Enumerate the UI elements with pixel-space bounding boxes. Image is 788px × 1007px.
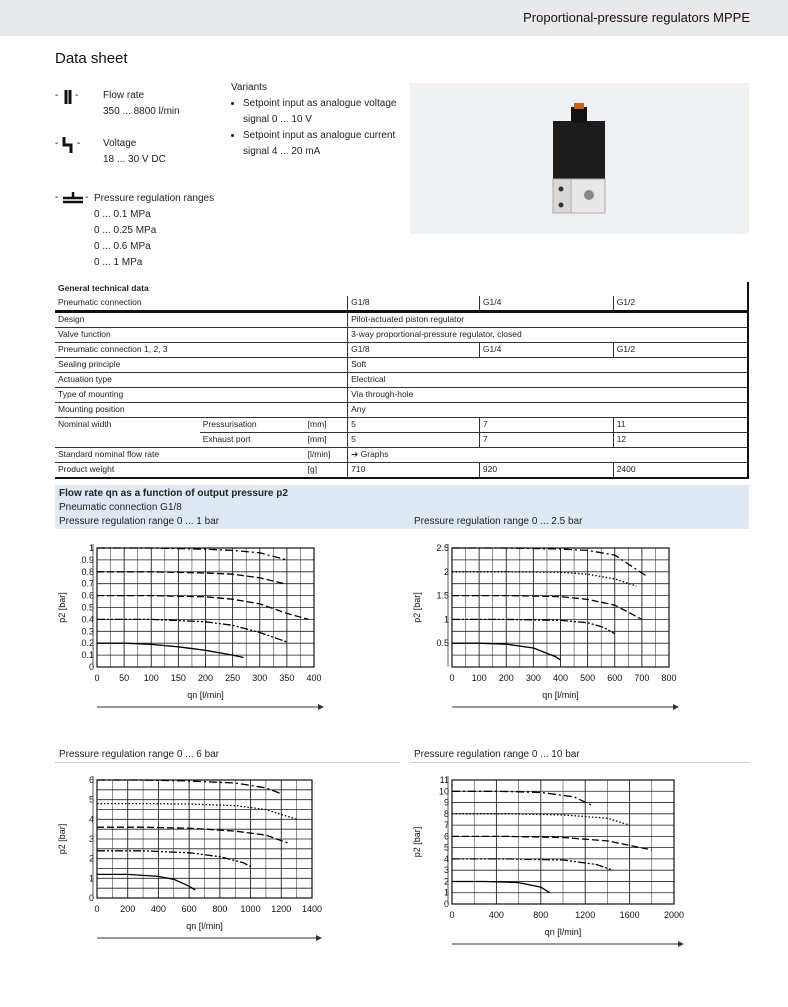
series-line <box>97 804 297 820</box>
x-tick-label: 2000 <box>663 910 685 920</box>
x-tick-label: 800 <box>533 910 549 920</box>
x-tick-label: 400 <box>488 910 504 920</box>
table-cell: ➔ Graphs <box>348 448 748 463</box>
table-cell: 3-way proportional-pressure regulator, closed <box>348 328 748 343</box>
table-cell: [mm] <box>305 418 348 433</box>
y-tick-label: 0.3 <box>81 626 94 637</box>
flow-chart-10bar <box>410 772 722 986</box>
y-tick-label: 2.5 <box>436 543 449 553</box>
table-cell: G1/8 <box>348 296 480 312</box>
y-tick-label: 8 <box>443 808 449 819</box>
flow-chart-1bar <box>55 540 362 749</box>
y-tick-label: 3 <box>88 834 94 844</box>
y-tick-label: 6 <box>443 831 449 842</box>
y-tick-label: 2 <box>443 876 449 887</box>
flow-label: Flow rate <box>103 90 145 101</box>
table-cell: 710 <box>348 463 480 479</box>
flow-heading: Flow rate qn as a function of output pressure p2 <box>59 488 288 499</box>
x-tick-label: 0 <box>94 904 100 914</box>
y-tick-label: 5 <box>88 794 94 805</box>
x-axis-label: qn [l/min] <box>186 921 223 931</box>
x-tick-label: 300 <box>525 673 541 683</box>
table-cell: 7 <box>479 418 613 433</box>
x-tick-label: 400 <box>552 673 569 683</box>
voltage-icon <box>55 136 85 154</box>
page-header-title: Proportional-pressure regulators MPPE <box>523 10 750 25</box>
y-tick-label: 4 <box>88 814 94 825</box>
voltage-value: 18 ... 30 V DC <box>103 154 166 165</box>
table-cell: 7 <box>479 433 613 448</box>
table-row <box>55 373 748 388</box>
regulator-image <box>410 83 749 234</box>
flow-icon <box>55 88 85 106</box>
table-row <box>55 296 748 312</box>
flow-chart-6bar <box>55 772 360 980</box>
y-tick-label: 0 <box>443 899 449 909</box>
pressure-label: Pressure regulation ranges <box>94 193 215 204</box>
table-row <box>55 448 748 463</box>
y-tick-label: 2 <box>443 566 449 577</box>
table-cell: G1/8 <box>348 343 480 358</box>
series-line <box>452 859 613 870</box>
table-cell: [l/min] <box>305 448 348 463</box>
chart-title: Pressure regulation range 0 ... 1 bar <box>55 515 400 529</box>
arrow-head-icon <box>318 704 324 710</box>
x-tick-label: 400 <box>150 904 166 914</box>
arrow-head-icon <box>678 941 684 947</box>
svg-text:-: - <box>55 138 59 149</box>
y-tick-label: 1 <box>443 887 449 898</box>
table-cell: Design <box>55 312 348 328</box>
arrow-head-icon <box>316 935 322 941</box>
table-cell: G1/2 <box>613 343 748 358</box>
x-tick-label: 250 <box>225 673 241 683</box>
y-tick-label: 5 <box>443 842 449 853</box>
y-tick-label: 2 <box>88 853 94 864</box>
y-tick-label: 0.2 <box>81 638 94 649</box>
series-line <box>97 572 284 584</box>
y-tick-label: 0.5 <box>81 602 94 613</box>
y-tick-label: 1 <box>88 543 94 553</box>
product-photo <box>410 83 749 234</box>
series-line <box>452 882 550 893</box>
x-tick-label: 300 <box>252 673 268 683</box>
table-cell: Via through-hole <box>348 388 748 403</box>
variant-item: • Setpoint input as analogue current signal 4 ... 20 mA <box>243 128 411 160</box>
x-tick-label: 600 <box>607 673 623 683</box>
voltage-label: Voltage <box>103 138 137 149</box>
svg-text:-: - <box>77 138 81 149</box>
table-row <box>55 343 748 358</box>
chart-title: Pressure regulation range 0 ... 6 bar <box>55 748 400 763</box>
y-tick-label: 1 <box>443 614 449 625</box>
table-cell: G1/4 <box>479 296 613 312</box>
x-tick-label: 0 <box>449 910 455 920</box>
x-tick-label: 200 <box>498 673 514 683</box>
table-cell: Product weight <box>55 463 305 479</box>
table-cell: Pilot-actuated piston regulator <box>348 312 748 328</box>
table-cell: Mounting position <box>55 403 348 418</box>
x-axis-label: qn [l/min] <box>187 690 224 700</box>
x-tick-label: 700 <box>634 673 650 683</box>
table-cell: Electrical <box>348 373 748 388</box>
table-cell: [g] <box>305 463 348 479</box>
x-tick-label: 100 <box>471 673 487 683</box>
datasheet-title: Data sheet <box>55 50 128 67</box>
x-tick-label: 200 <box>197 673 214 683</box>
x-tick-label: 600 <box>181 904 197 914</box>
table-cell: 5 <box>348 433 480 448</box>
technical-data-table <box>55 282 749 479</box>
table-row <box>55 312 748 328</box>
x-tick-label: 50 <box>119 673 130 683</box>
table-cell: [mm] <box>305 433 348 448</box>
table-cell: Any <box>348 403 748 418</box>
y-tick-label: 1 <box>88 873 94 884</box>
header-bar <box>0 0 788 36</box>
svg-text:-: - <box>55 90 59 101</box>
chart-title: Pressure regulation range 0 ... 10 bar <box>410 748 749 763</box>
flow-value: 350 ... 8800 l/min <box>103 106 180 117</box>
table-cell: G1/2 <box>613 296 748 312</box>
table-cell: 920 <box>479 463 613 479</box>
variants <box>231 80 411 160</box>
y-tick-label: 9 <box>443 797 449 808</box>
y-tick-label: 0.8 <box>81 566 94 577</box>
x-tick-label: 1600 <box>619 910 640 920</box>
x-tick-label: 400 <box>306 673 322 683</box>
flow-subheading: Pneumatic connection G1/8 <box>59 502 182 513</box>
y-tick-label: 4 <box>443 853 449 864</box>
svg-text:-: - <box>85 192 89 203</box>
table-row <box>55 328 748 343</box>
arrow-head-icon <box>673 704 679 710</box>
x-tick-label: 500 <box>580 673 596 683</box>
table-cell: Valve function <box>55 328 348 343</box>
x-tick-label: 200 <box>120 904 136 914</box>
y-tick-label: 3 <box>443 865 449 876</box>
tech-title: General technical data <box>58 283 149 293</box>
pressure-gauge-icon <box>55 190 91 208</box>
table-cell: Nominal width <box>58 419 112 429</box>
table-cell: Standard nominal flow rate <box>55 448 305 463</box>
y-tick-label: 11 <box>439 775 449 785</box>
y-tick-label: 0.7 <box>81 578 94 589</box>
y-tick-label: 1.5 <box>436 590 449 601</box>
table-row <box>55 403 748 418</box>
y-tick-label: 6 <box>88 775 94 785</box>
x-tick-label: 100 <box>143 673 159 683</box>
table-row <box>55 463 748 479</box>
svg-text:-: - <box>55 192 59 203</box>
table-row <box>55 418 748 433</box>
x-tick-label: 0 <box>94 673 100 683</box>
y-axis-label: p2 [bar] <box>57 592 67 623</box>
table-cell: Exhaust port <box>200 433 305 448</box>
y-tick-label: 0.4 <box>81 614 94 625</box>
table-cell: Pneumatic connection 1, 2, 3 <box>55 343 348 358</box>
table-cell: Soft <box>348 358 748 373</box>
x-axis-label: qn [l/min] <box>544 927 582 937</box>
y-tick-label: 7 <box>443 820 449 831</box>
y-tick-label: 0 <box>88 893 94 903</box>
table-row <box>55 358 748 373</box>
pressure-range-item: 0 ... 0.1 MPa <box>94 209 151 220</box>
x-tick-label: 150 <box>170 673 186 683</box>
x-tick-label: 800 <box>212 904 228 914</box>
table-cell: Pressurisation <box>200 418 305 433</box>
svg-text:-: - <box>75 90 79 101</box>
variant-item: • Setpoint input as analogue voltage signal 0 ... 10 V <box>243 96 411 128</box>
grid <box>97 548 314 667</box>
grid <box>452 548 669 667</box>
y-tick-label: 0.5 <box>436 638 449 649</box>
series-line <box>97 874 195 890</box>
table-cell: 12 <box>613 433 748 448</box>
y-tick-label: 0 <box>88 662 94 672</box>
table-cell: 5 <box>348 418 480 433</box>
pressure-range-item: 0 ... 0.25 MPa <box>94 225 157 236</box>
y-axis-label: p2 [bar] <box>57 823 67 855</box>
x-tick-label: 1000 <box>240 904 261 914</box>
y-tick-label: 10 <box>438 786 449 797</box>
y-axis-label: p2 [bar] <box>412 592 422 623</box>
table-cell: Sealing principle <box>55 358 348 373</box>
flow-chart-2-5bar <box>410 540 717 749</box>
x-tick-label: 1200 <box>575 910 596 920</box>
x-tick-label: 350 <box>279 673 295 683</box>
table-cell: 11 <box>613 418 748 433</box>
table-cell: 2400 <box>613 463 748 479</box>
x-tick-label: 800 <box>661 673 677 683</box>
table-cell: G1/4 <box>479 343 613 358</box>
chart-title: Pressure regulation range 0 ... 2.5 bar <box>410 515 749 529</box>
table-cell <box>55 433 200 448</box>
y-tick-label: 0.9 <box>81 554 94 565</box>
x-axis-label: qn [l/min] <box>542 690 579 700</box>
variants-title: Variants <box>231 82 267 93</box>
x-tick-label: 1400 <box>301 904 323 914</box>
table-row <box>55 433 748 448</box>
pressure-range-item: 0 ... 1 MPa <box>94 257 143 268</box>
table-cell: Pneumatic connection <box>55 296 348 312</box>
grid <box>97 780 312 898</box>
x-tick-label: 0 <box>449 673 455 683</box>
pressure-range-item: 0 ... 0.6 MPa <box>94 241 151 252</box>
grid <box>452 780 674 904</box>
table-cell: Type of mounting <box>55 388 348 403</box>
x-tick-label: 1200 <box>271 904 292 914</box>
y-tick-label: 0.6 <box>81 590 94 601</box>
table-cell: Actuation type <box>55 373 348 388</box>
table-row <box>55 388 748 403</box>
y-axis-label: p2 [bar] <box>412 826 422 858</box>
y-tick-label: 0.1 <box>81 650 94 661</box>
